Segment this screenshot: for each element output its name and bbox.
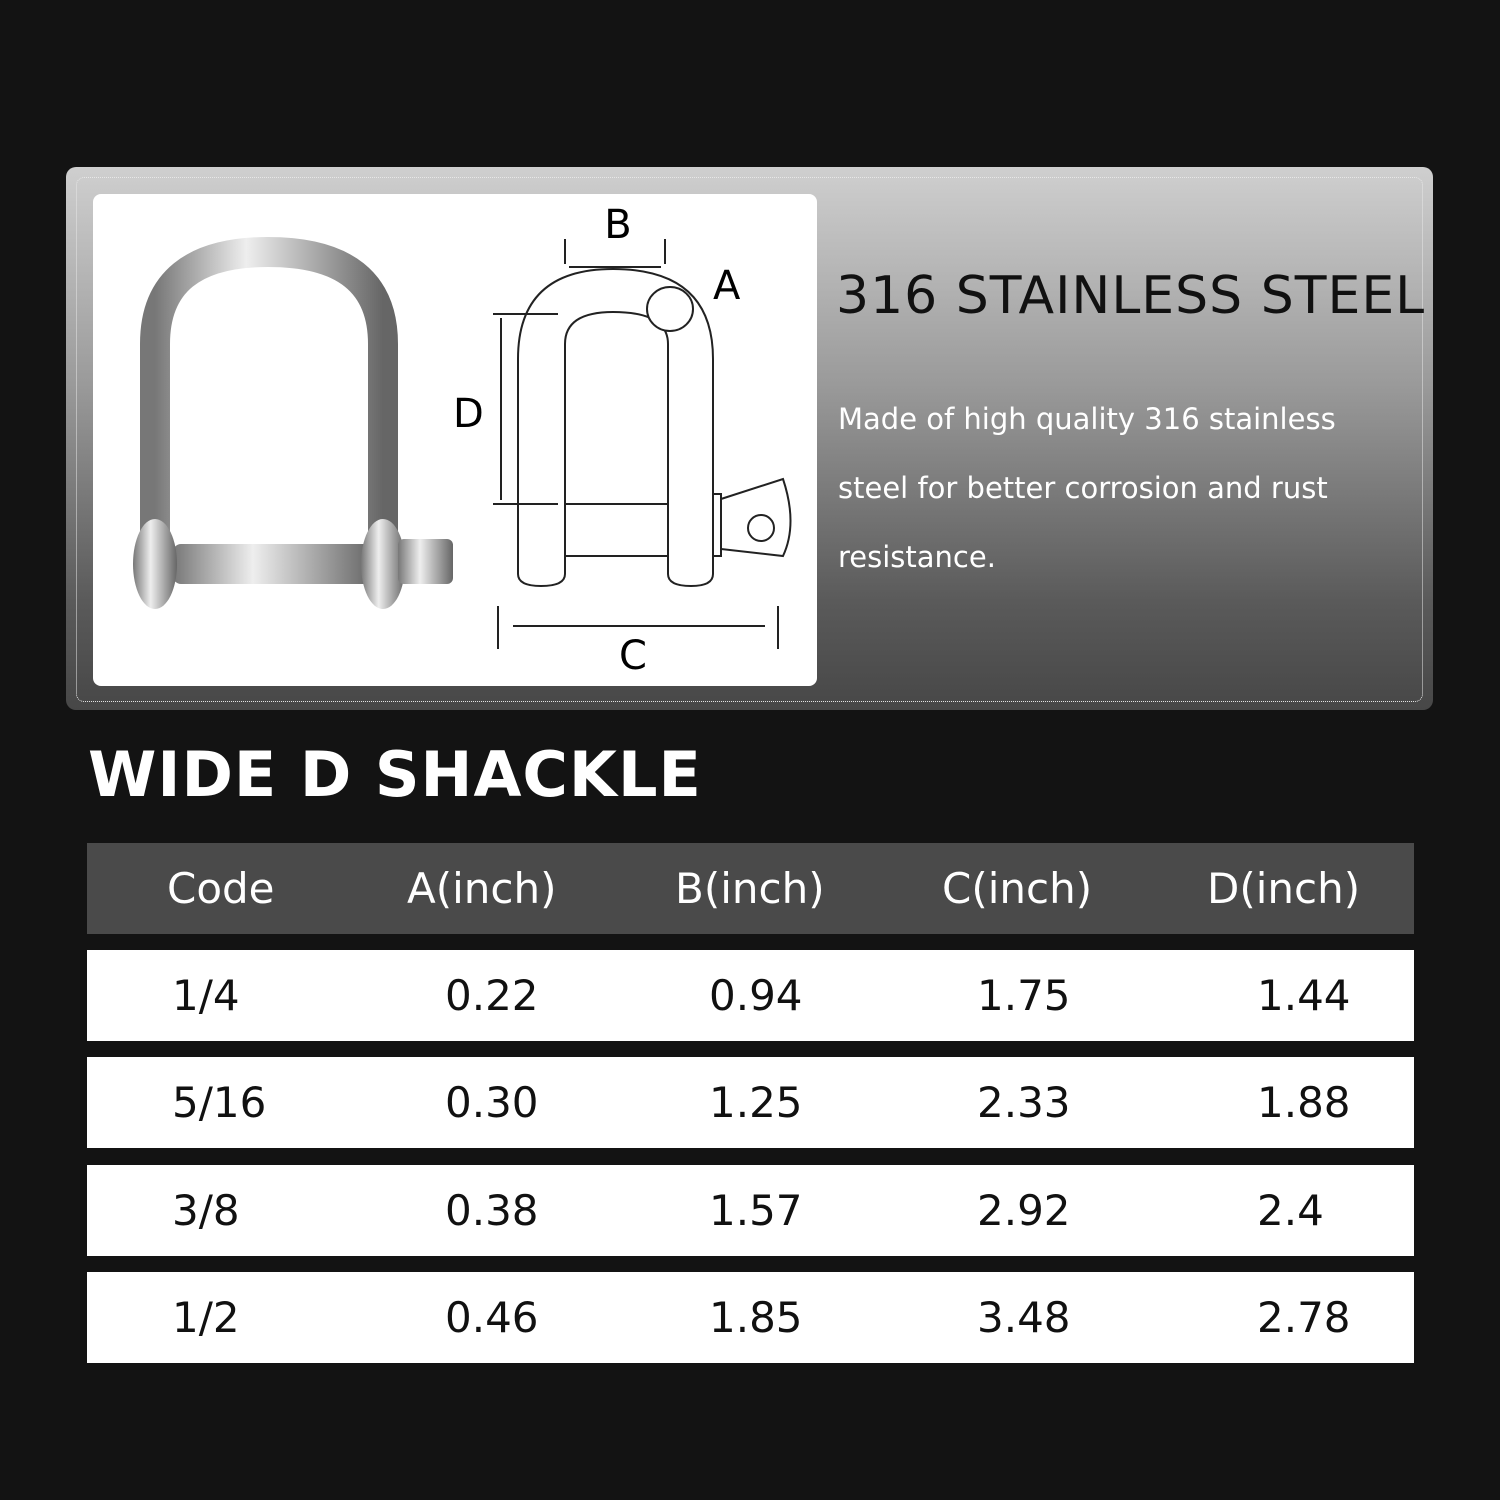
column-header: C(inch) (942, 864, 1093, 913)
product-title: WIDE D SHACKLE (88, 738, 702, 811)
table-cell: 0.30 (445, 1078, 539, 1127)
label-b: B (604, 202, 632, 248)
shackle-illustration (93, 194, 817, 686)
label-c: C (619, 633, 647, 679)
label-a: A (713, 263, 741, 309)
product-image-box (93, 194, 817, 686)
column-header: D(inch) (1207, 864, 1361, 913)
table-row (87, 950, 1414, 1041)
dimension-diagram (493, 239, 791, 649)
table-cell: 1.57 (709, 1186, 803, 1235)
material-description: Made of high quality 316 stainless steel for better corrosion and rust resistance. (838, 402, 1336, 574)
table-cell: 2.78 (1257, 1293, 1351, 1342)
table-cell: 2.4 (1257, 1186, 1324, 1235)
table-cell: 5/16 (172, 1078, 267, 1127)
table-cell: 2.92 (977, 1186, 1071, 1235)
shackle-photo (133, 252, 453, 609)
table-header (87, 843, 1414, 934)
table-cell: 0.46 (445, 1293, 539, 1342)
table-cell: 1/2 (172, 1293, 240, 1342)
table-cell: 0.38 (445, 1186, 539, 1235)
table-row (87, 1057, 1414, 1148)
table-row (87, 1165, 1414, 1256)
table-cell: 1.25 (709, 1078, 803, 1127)
table-cell: 0.94 (709, 971, 803, 1020)
table-cell: 0.22 (445, 971, 539, 1020)
table-cell: 2.33 (977, 1078, 1071, 1127)
table-row (87, 1272, 1414, 1363)
table-cell: 1.88 (1257, 1078, 1351, 1127)
table-cell: 1.85 (709, 1293, 803, 1342)
table-cell: 1/4 (172, 971, 240, 1020)
label-d: D (453, 391, 484, 437)
column-header: B(inch) (675, 864, 825, 913)
table-cell: 3.48 (977, 1293, 1071, 1342)
table-cell: 3/8 (172, 1186, 240, 1235)
table-cell: 1.75 (977, 971, 1071, 1020)
column-header: Code (167, 864, 275, 913)
material-title: 316 STAINLESS STEEL (836, 266, 1426, 326)
table-cell: 1.44 (1257, 971, 1351, 1020)
column-header: A(inch) (407, 864, 557, 913)
